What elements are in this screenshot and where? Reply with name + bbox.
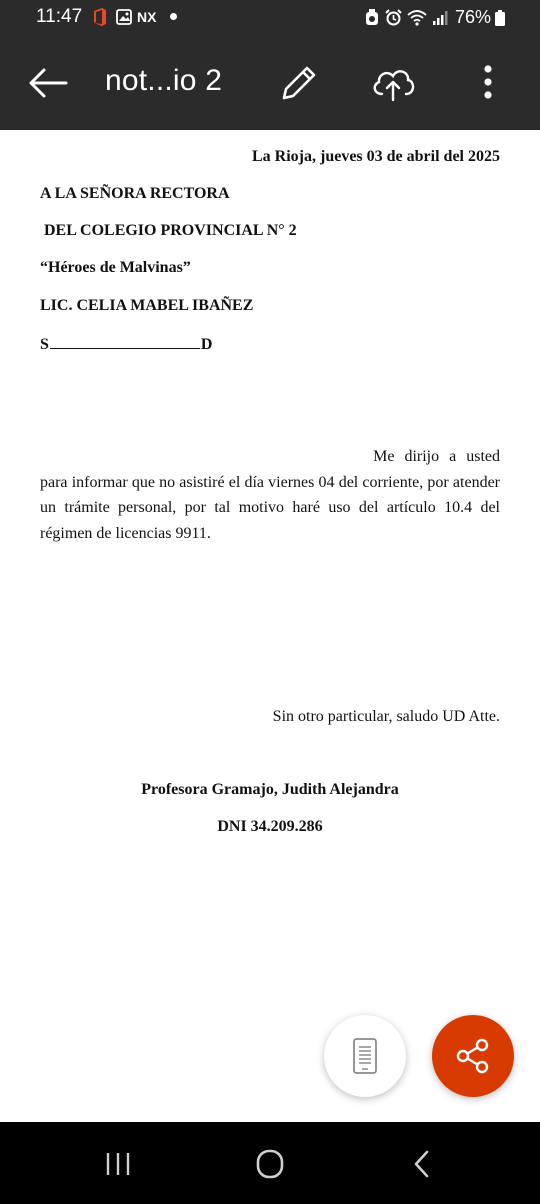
signer-name: Profesora Gramajo, Judith Alejandra: [141, 781, 399, 798]
nav-back-icon[interactable]: [402, 1148, 442, 1180]
status-time: 11:47: [36, 6, 83, 27]
document-title: not...io 2: [105, 64, 223, 97]
alarm-icon: [364, 9, 380, 26]
cloud-upload-icon[interactable]: [368, 60, 418, 106]
home-icon[interactable]: [250, 1148, 290, 1180]
sd-underline: [50, 334, 200, 349]
share-icon: [453, 1036, 493, 1076]
office-icon: [92, 8, 108, 26]
sd-left: S: [40, 336, 49, 353]
app-bar: [0, 36, 540, 130]
letter-date: La Rioja, jueves 03 de abril del 2025: [252, 148, 500, 165]
notification-dot: [170, 13, 177, 20]
addressee-line-1: A LA SEÑORA RECTORA: [40, 185, 230, 202]
more-options-icon[interactable]: [466, 60, 510, 106]
document-view-icon: [345, 1036, 385, 1076]
notification-nx: NX: [137, 9, 157, 25]
reading-mode-button[interactable]: [324, 1015, 406, 1097]
sd-right: D: [200, 336, 213, 353]
recent-apps-icon[interactable]: [98, 1148, 138, 1180]
signer-dni: DNI 34.209.286: [217, 818, 323, 835]
body-first-line: Me dirijo a usted: [373, 448, 500, 465]
battery-level: 76%: [455, 7, 492, 27]
addressee-line-3: “Héroes de Malvinas”: [40, 259, 191, 276]
salutation-sd: [40, 334, 212, 354]
addressee-line-2: DEL COLEGIO PROVINCIAL N° 2: [44, 222, 297, 239]
back-arrow-icon[interactable]: [24, 60, 72, 106]
wifi-icon: [407, 9, 427, 26]
document-page: [0, 130, 540, 1122]
alarm-clock-icon: [385, 9, 402, 26]
system-navigation-bar: [0, 1122, 540, 1204]
addressee-line-4: LIC. CELIA MABEL IBAÑEZ: [40, 297, 254, 314]
signal-icon: [432, 11, 448, 25]
battery-icon: [494, 10, 506, 26]
letter-closing: Sin otro particular, saludo UD Atte.: [272, 708, 500, 725]
share-button[interactable]: [432, 1015, 514, 1097]
letter-body: [40, 444, 500, 546]
gallery-icon: [116, 9, 132, 25]
body-paragraph: para informar que no asistiré el día viernes 04 del corriente, por atender un trámite personal, por tal motivo haré uso del artículo 10.4 del régimen de licencias 9911.: [40, 473, 500, 542]
status-bar: [0, 0, 540, 36]
edit-pencil-icon[interactable]: [276, 60, 322, 106]
